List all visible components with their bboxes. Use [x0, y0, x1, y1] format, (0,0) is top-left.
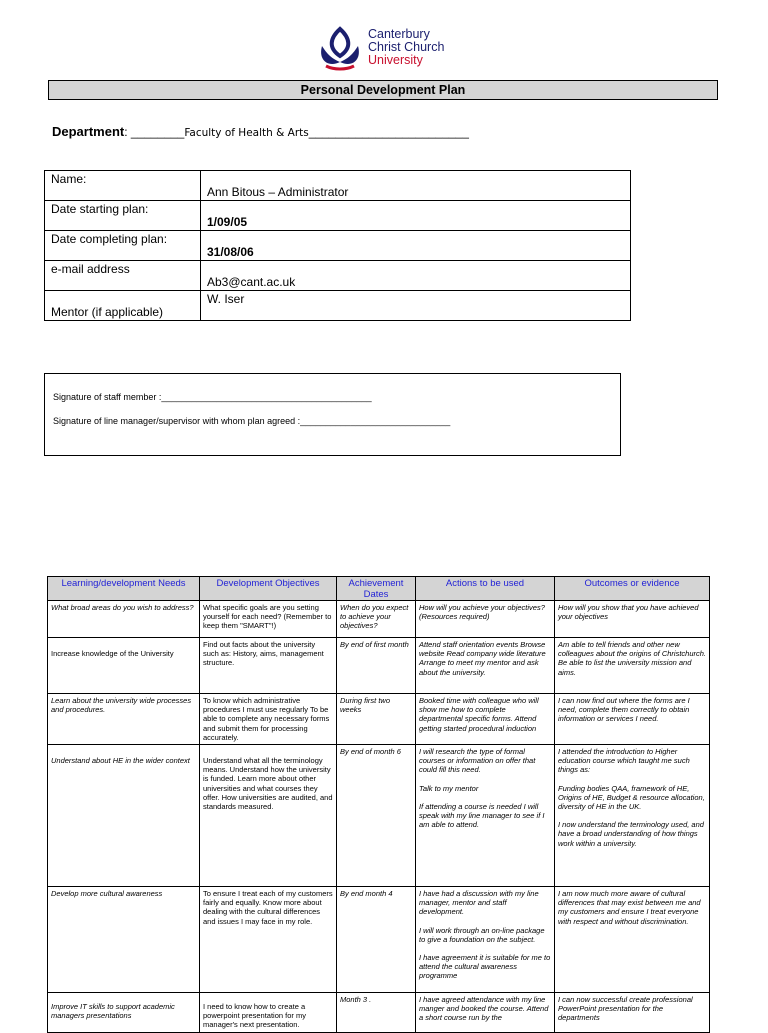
info-row-complete — [45, 231, 631, 261]
personal-info-table — [44, 170, 631, 321]
table-row — [48, 638, 710, 694]
date-cell: By end of first month — [337, 638, 416, 694]
header-objectives: Development Objectives — [200, 577, 337, 601]
info-value: W. Iser — [201, 291, 631, 321]
actions-cell — [416, 638, 555, 694]
actions-text: Talk to my mentor — [419, 783, 479, 793]
prompt-cell: When do you expect to achieve your objectives? — [337, 601, 416, 638]
actions-text: I have agreed attendance with my line manger and booked the course. Attend a short course run by the — [419, 995, 549, 1023]
header-needs: Learning/development Needs — [48, 577, 200, 601]
department-separator: : ________ — [124, 125, 185, 139]
header-actions: Actions to be used — [416, 577, 555, 601]
need-cell: Learn about the university wide processes and procedures. — [48, 694, 200, 745]
actions-text: If attending a course is needed I will speak with my line manager to see if I am able to attend. — [419, 801, 545, 830]
objectives-cell — [200, 638, 337, 694]
actions-cell — [416, 694, 555, 745]
need-cell: Increase knowledge of the University — [48, 638, 200, 694]
university-crest-icon — [316, 26, 364, 72]
plan-prompt-row — [48, 601, 710, 638]
logo-line-2: Christ Church — [368, 40, 445, 54]
objectives-text: I need to know how to create a powerpoint presentation for my manager's next presentation. — [203, 1002, 306, 1030]
outcomes-text: I attended the introduction to Higher education course which taught me such things as: — [558, 747, 690, 775]
staff-signature-line: Signature of staff member :__________________________________________ — [53, 392, 372, 402]
signature-box — [44, 373, 621, 456]
actions-text: Booked time with colleague who will show me how to complete departmental specific forms. Attend getting started procedural induction — [419, 696, 539, 733]
objectives-text: Find out facts about the university such as: History, aims, management structure. — [203, 640, 324, 668]
actions-cell — [416, 993, 555, 1033]
outcomes-text: Am able to tell friends and other new colleagues about the origins of Christchurch. Be able to list the university mission and aims. — [558, 640, 707, 677]
info-label: Date completing plan: — [45, 231, 201, 261]
need-cell: Develop more cultural awareness — [48, 887, 200, 993]
objectives-cell — [200, 745, 337, 887]
actions-cell — [416, 745, 555, 887]
objectives-text: Understand what all the terminology means. Understand how the university is funded. Learn more about other universities and what courses they offer. How universities are audited, and standards measured. — [203, 756, 333, 812]
date-cell: During first two weeks — [337, 694, 416, 745]
outcomes-cell — [555, 993, 710, 1033]
plan-header-row — [48, 577, 710, 601]
info-label: Date starting plan: — [45, 201, 201, 231]
logo-line-1: Canterbury — [368, 27, 430, 41]
prompt-cell: How will you achieve your objectives? (Resources required) — [416, 601, 555, 638]
info-row-email — [45, 261, 631, 291]
prompt-cell: How will you show that you have achieved your objectives — [555, 601, 710, 638]
prompt-cell: What specific goals are you setting yourself for each need? (Remember to keep them "SMART"!) — [200, 601, 337, 638]
department-label: Department — [52, 124, 125, 139]
outcomes-text: I can now successful create professional PowerPoint presentation for the departments — [558, 995, 693, 1023]
info-row-mentor — [45, 291, 631, 321]
outcomes-text: Funding bodies QAA, framework of HE, Origins of HE, Budget & resource allocation, diversity of HE in the UK. — [558, 783, 705, 812]
actions-text: I have agreement it is suitable for me to attend the cultural awareness programme — [419, 953, 551, 981]
objectives-cell — [200, 694, 337, 745]
manager-signature-line: Signature of line manager/supervisor with whom plan agreed :______________________________ — [53, 416, 451, 426]
prompt-cell: What broad areas do you wish to address? — [48, 601, 200, 638]
actions-text: I will research the type of formal courses or information on offer that could fill this need. — [419, 747, 536, 775]
outcomes-cell — [555, 638, 710, 694]
info-value: 31/08/06 — [201, 231, 631, 261]
objectives-cell — [200, 993, 337, 1033]
table-row — [48, 694, 710, 745]
development-plan-table — [47, 576, 710, 1033]
actions-text: I have had a discussion with my line manager, mentor and staff development. — [419, 889, 539, 917]
header-outcomes: Outcomes or evidence — [555, 577, 710, 601]
date-cell: Month 3 . — [337, 993, 416, 1033]
objectives-text: To ensure I treat each of my customers fairly and equally. Know more about dealing with the cultural differences and issues I may face in my role. — [203, 889, 333, 926]
info-value: Ab3@cant.ac.uk — [201, 261, 631, 291]
need-cell: Improve IT skills to support academic managers presentations — [48, 993, 200, 1033]
date-cell: By end month 4 — [337, 887, 416, 993]
outcomes-text: I now understand the terminology used, and have a broad understanding of how things work within a university. — [558, 820, 704, 848]
info-row-name — [45, 171, 631, 201]
info-value: 1/09/05 — [201, 201, 631, 231]
info-label: e-mail address — [45, 261, 201, 291]
info-row-start — [45, 201, 631, 231]
objectives-text: To know which administrative procedures I must use regularly To be able to complete any necessary forms and submit them for processing accurately. — [203, 696, 330, 742]
outcomes-cell — [555, 745, 710, 887]
department-line — [52, 124, 469, 139]
table-row — [48, 745, 710, 887]
outcomes-text: I can now find out where the forms are I need, complete them correctly to obtain information or services I need. — [558, 696, 690, 724]
info-label: Mentor (if applicable) — [45, 291, 201, 321]
date-cell: By end of month 6 — [337, 745, 416, 887]
header-dates: Achievement Dates — [337, 577, 416, 601]
actions-text: Attend staff orientation events Browse website Read company wide literature Arrange to meet my mentor and ask about the university. — [419, 640, 546, 677]
table-row — [48, 887, 710, 993]
need-cell: Understand about HE in the wider context — [48, 745, 200, 887]
outcomes-cell — [555, 887, 710, 993]
department-underline: ________________________ — [308, 125, 469, 139]
logo-line-3: University — [368, 53, 423, 67]
actions-text: I will work through an on-line package to give a foundation on the subject. — [419, 925, 545, 944]
info-value: Ann Bitous – Administrator — [201, 171, 631, 201]
actions-cell — [416, 887, 555, 993]
university-logo — [316, 26, 466, 72]
objectives-cell — [200, 887, 337, 993]
table-row — [48, 993, 710, 1033]
info-label: Name: — [45, 171, 201, 201]
outcomes-text: I am now much more aware of cultural differences that may exist between me and my customers and ensure I treat everyone with respect and without discrimination. — [558, 889, 701, 926]
outcomes-cell — [555, 694, 710, 745]
document-title: Personal Development Plan — [48, 80, 718, 100]
department-value: Faculty of Health & Arts — [184, 127, 309, 139]
